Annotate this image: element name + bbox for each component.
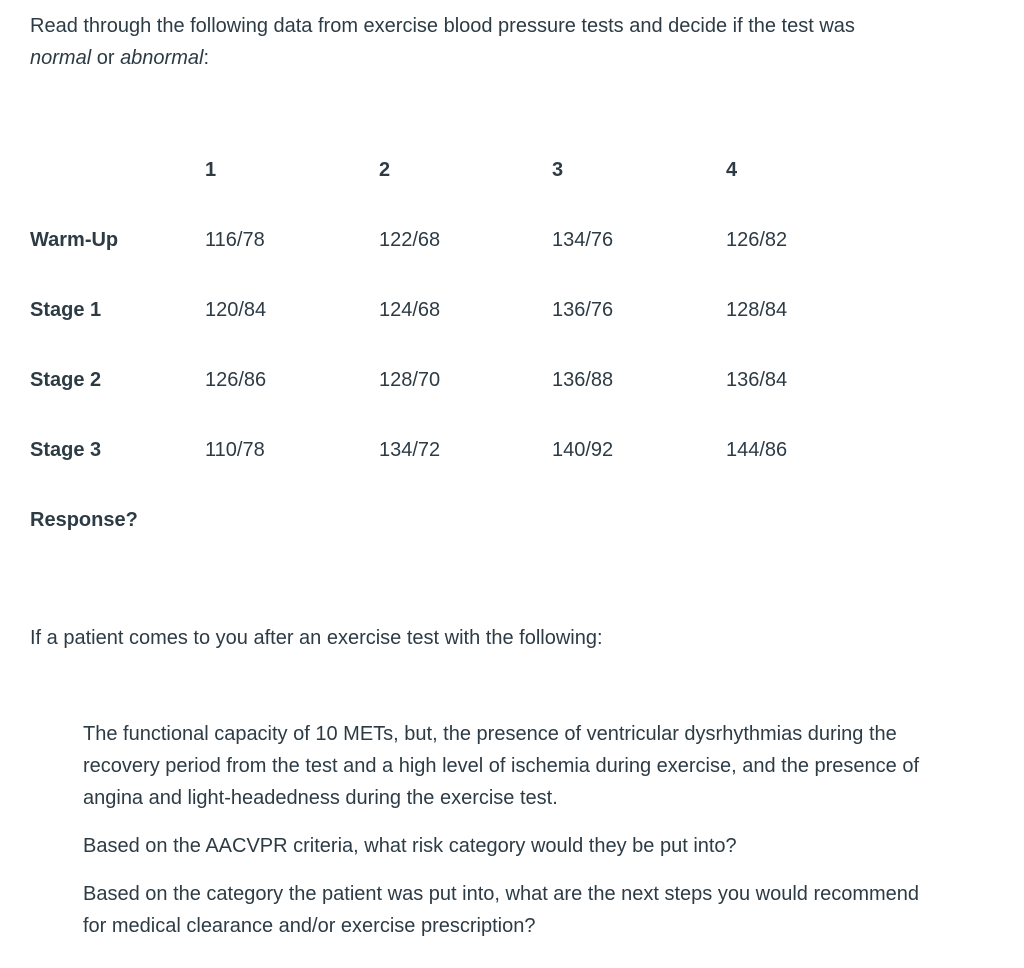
table-row-response xyxy=(30,485,900,555)
table-row xyxy=(30,275,900,345)
table-cell: 126/82 xyxy=(726,228,788,251)
col-head-4: 4 xyxy=(726,158,738,181)
intro-suffix: : xyxy=(203,47,210,69)
table-cell: 136/76 xyxy=(552,298,614,321)
table-cell: 116/78 xyxy=(205,228,265,251)
table-cell xyxy=(552,485,726,555)
table-cell: 128/84 xyxy=(726,298,788,321)
question-next-steps: Based on the category the patient was put into, what are the next steps you would recommend for medical clearance and/or exercise prescription? xyxy=(83,883,920,937)
intro-or-word: or xyxy=(96,47,115,69)
table-cell: 122/68 xyxy=(379,228,441,251)
col-head-3: 3 xyxy=(552,158,564,181)
table-row xyxy=(30,345,900,415)
scenario-description: The functional capacity of 10 METs, but, the presence of ventricular dysrhythmias during the recovery period from the test and a high level of ischemia during exercise, and the presence of angina and light-headedness during the exercise test. xyxy=(83,723,920,809)
bp-table xyxy=(30,135,900,555)
row-label-response: Response? xyxy=(30,508,138,531)
row-label-stage-2: Stage 2 xyxy=(30,368,102,391)
question-risk-category: Based on the AACVPR criteria, what risk category would they be put into? xyxy=(83,835,737,857)
table-cell: 136/84 xyxy=(726,368,788,391)
row-label-warm-up: Warm-Up xyxy=(30,228,119,251)
table-cell xyxy=(726,485,900,555)
table-cell xyxy=(379,485,552,555)
table-cell: 126/86 xyxy=(205,368,267,391)
intro-normal-word: normal xyxy=(30,47,92,69)
row-label-stage-3: Stage 3 xyxy=(30,438,102,461)
table-cell: 136/88 xyxy=(552,368,614,391)
table-cell: 128/70 xyxy=(379,368,441,391)
table-row xyxy=(30,415,900,485)
scenario-block xyxy=(83,718,943,958)
table-corner xyxy=(30,135,205,205)
table-header-row xyxy=(30,135,900,205)
table-cell: 140/92 xyxy=(552,438,614,461)
table-row xyxy=(30,205,900,275)
table-cell xyxy=(205,485,379,555)
table-cell: 134/72 xyxy=(379,438,441,461)
row-label-stage-1: Stage 1 xyxy=(30,298,102,321)
col-head-1: 1 xyxy=(205,158,217,181)
table-cell: 144/86 xyxy=(726,438,788,461)
intro-abnormal-word: abnormal xyxy=(120,47,204,69)
table-cell: 110/78 xyxy=(205,438,265,461)
table-cell: 134/76 xyxy=(552,228,614,251)
table-cell: 124/68 xyxy=(379,298,441,321)
scenario-lead: If a patient comes to you after an exercise test with the following: xyxy=(30,627,603,649)
table-cell: 120/84 xyxy=(205,298,267,321)
intro-prefix: Read through the following data from exercise blood pressure tests and decide if the test was xyxy=(30,15,855,37)
intro-text xyxy=(30,10,970,74)
col-head-2: 2 xyxy=(379,158,391,181)
